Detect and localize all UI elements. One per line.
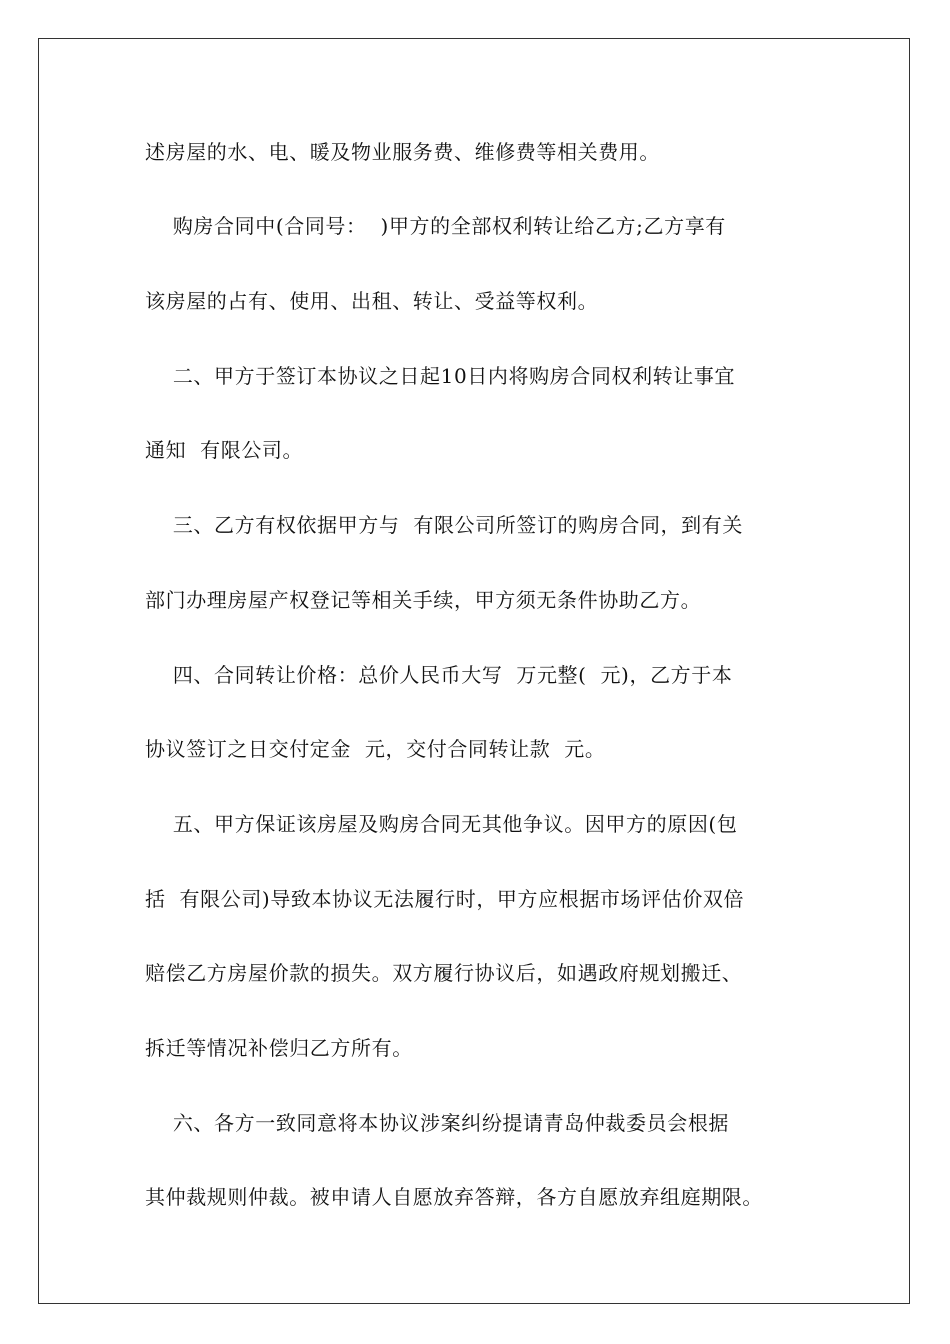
text-line-4: 二、甲方于签订本协议之日起10日内将购房合同权利转让事宜 [145, 364, 736, 388]
text-line-1: 述房屋的水、电、暖及物业服务费、维修费等相关费用。 [145, 140, 660, 164]
text-line-11: 括 有限公司)导致本协议无法履行时，甲方应根据市场评估价双倍 [145, 887, 745, 911]
text-line-6: 三、乙方有权依据甲方与 有限公司所签订的购房合同，到有关 [145, 513, 743, 537]
text-line-7: 部门办理房屋产权登记等相关手续，甲方须无条件协助乙方。 [145, 588, 702, 612]
text-line-14: 六、各方一致同意将本协议涉案纠纷提请青岛仲裁委员会根据 [145, 1111, 730, 1135]
text-line-15: 其仲裁规则仲裁。被申请人自愿放弃答辩，各方自愿放弃组庭期限。 [145, 1185, 763, 1209]
text-line-12: 赔偿乙方房屋价款的损失。双方履行协议后，如遇政府规划搬迁、 [145, 961, 743, 985]
text-line-10: 五、甲方保证该房屋及购房合同无其他争议。因甲方的原因(包 [145, 812, 738, 836]
text-line-13: 拆迁等情况补偿归乙方所有。 [145, 1036, 413, 1060]
text-line-5: 通知 有限公司。 [145, 438, 304, 462]
text-line-8: 四、合同转让价格：总价人民币大写 万元整( 元)，乙方于本 [145, 663, 733, 687]
text-line-3: 该房屋的占有、使用、出租、转让、受益等权利。 [145, 289, 599, 313]
text-line-2: 购房合同中(合同号： )甲方的全部权利转让给乙方;乙方享有 [145, 214, 726, 238]
text-line-9: 协议签订之日交付定金 元，交付合同转让款 元。 [145, 737, 606, 761]
